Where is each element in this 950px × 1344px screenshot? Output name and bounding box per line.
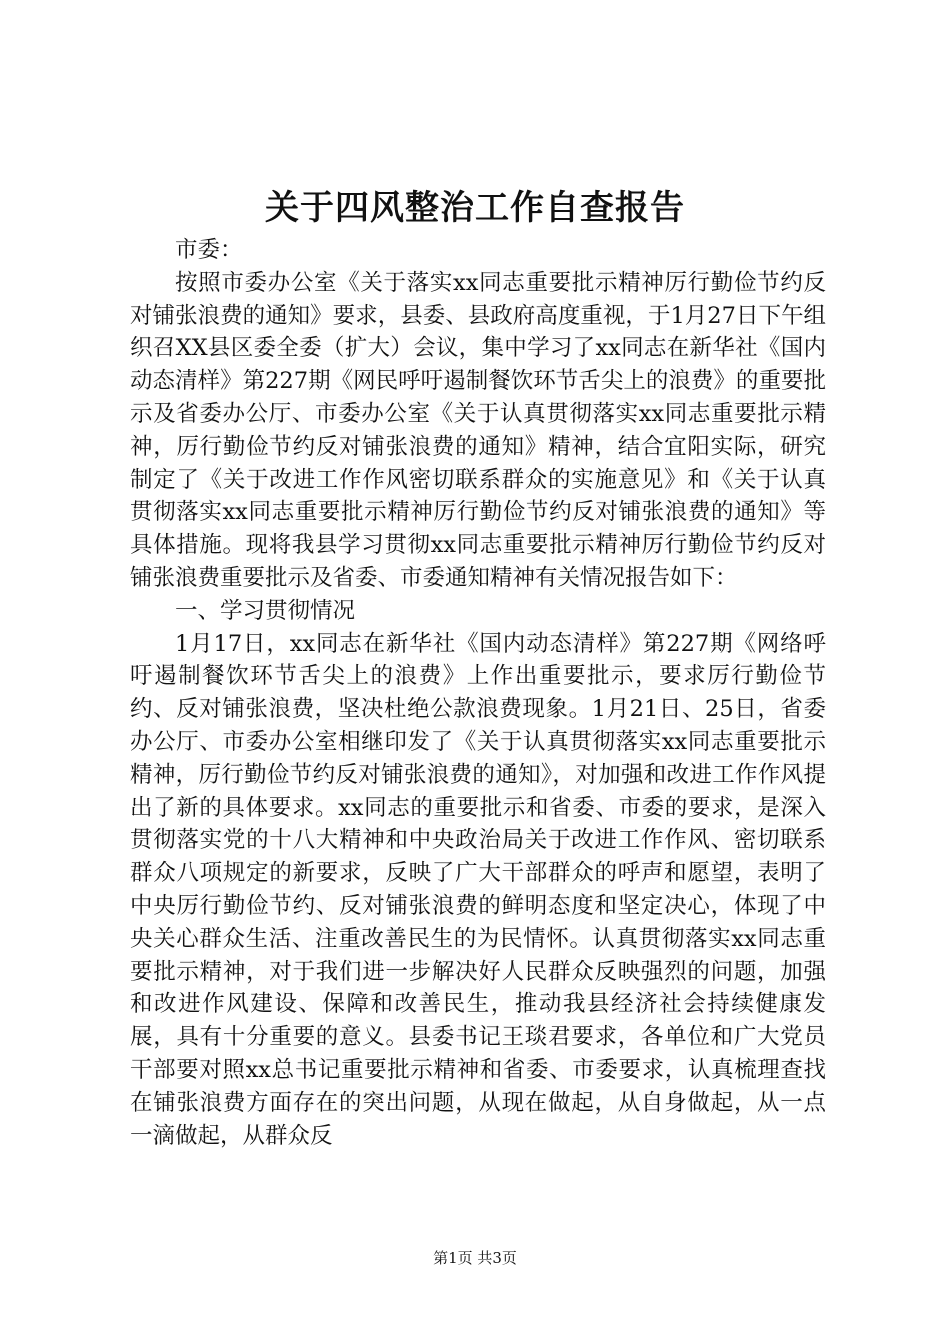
document-body: [130, 234, 826, 1152]
paragraph-intro: 按照市委办公室《关于落实xx同志重要批示精神厉行勤俭节约反对铺张浪费的通知》要求，县委、县政府高度重视，于1月27日下午组织召XX县区委全委（扩大）会议，集中学习了xx同志在新华社《国内动态清样》第227期《网民呼吁遏制餐饮环节舌尖上的浪费》的重要批示及省委办公厅、市委办公室《关于认真贯彻落实xx同志重要批示精神，厉行勤俭节约反对铺张浪费的通知》精神，结合宜阳实际，研究制定了《关于改进工作作风密切联系群众的实施意见》和《关于认真贯彻落实xx同志重要批示精神厉行勤俭节约反对铺张浪费的通知》等具体措施。现将我县学习贯彻xx同志重要批示精神厉行勤俭节约反对铺张浪费重要批示及省委、市委通知精神有关情况报告如下：: [130, 269, 826, 591]
document-title: 关于四风整治工作自查报告: [265, 188, 685, 228]
salutation: 市委：: [175, 237, 243, 263]
paragraph-study: 1月17日，xx同志在新华社《国内动态清样》第227期《网络呼吁遏制餐饮环节舌尖上的浪费》上作出重要批示，要求厉行勤俭节约、反对铺张浪费，坚决杜绝公款浪费现象。1月21日、25日，省委办公厅、市委办公室相继印发了《关于认真贯彻落实xx同志重要批示精神，厉行勤俭节约反对铺张浪费的通知》，对加强和改进工作作风提出了新的具体要求。xx同志的重要批示和省委、市委的要求，是深入贯彻落实党的十八大精神和中央政治局关于改进工作作风、密切联系群众八项规定的新要求，反映了广大干部群众的呼声和愿望，表明了中央厉行勤俭节约、反对铺张浪费的鲜明态度和坚定决心，体现了中央关心群众生活、注重改善民生的为民情怀。认真贯彻落实xx同志重要批示精神，对于我们进一步解决好人民群众反映强烈的问题，加强和改进作风建设、保障和改善民生，推动我县经济社会持续健康发展，具有十分重要的意义。县委书记王琰君要求，各单位和广大党员干部要对照xx总书记重要批示精神和省委、市委要求，认真梳理查找在铺张浪费方面存在的突出问题，从现在做起，从自身做起，从一点一滴做起，从群众反: [130, 630, 826, 1149]
section-heading: 一、学习贯彻情况: [175, 597, 356, 624]
page-footer: 第1页 共3页: [433, 1249, 517, 1267]
